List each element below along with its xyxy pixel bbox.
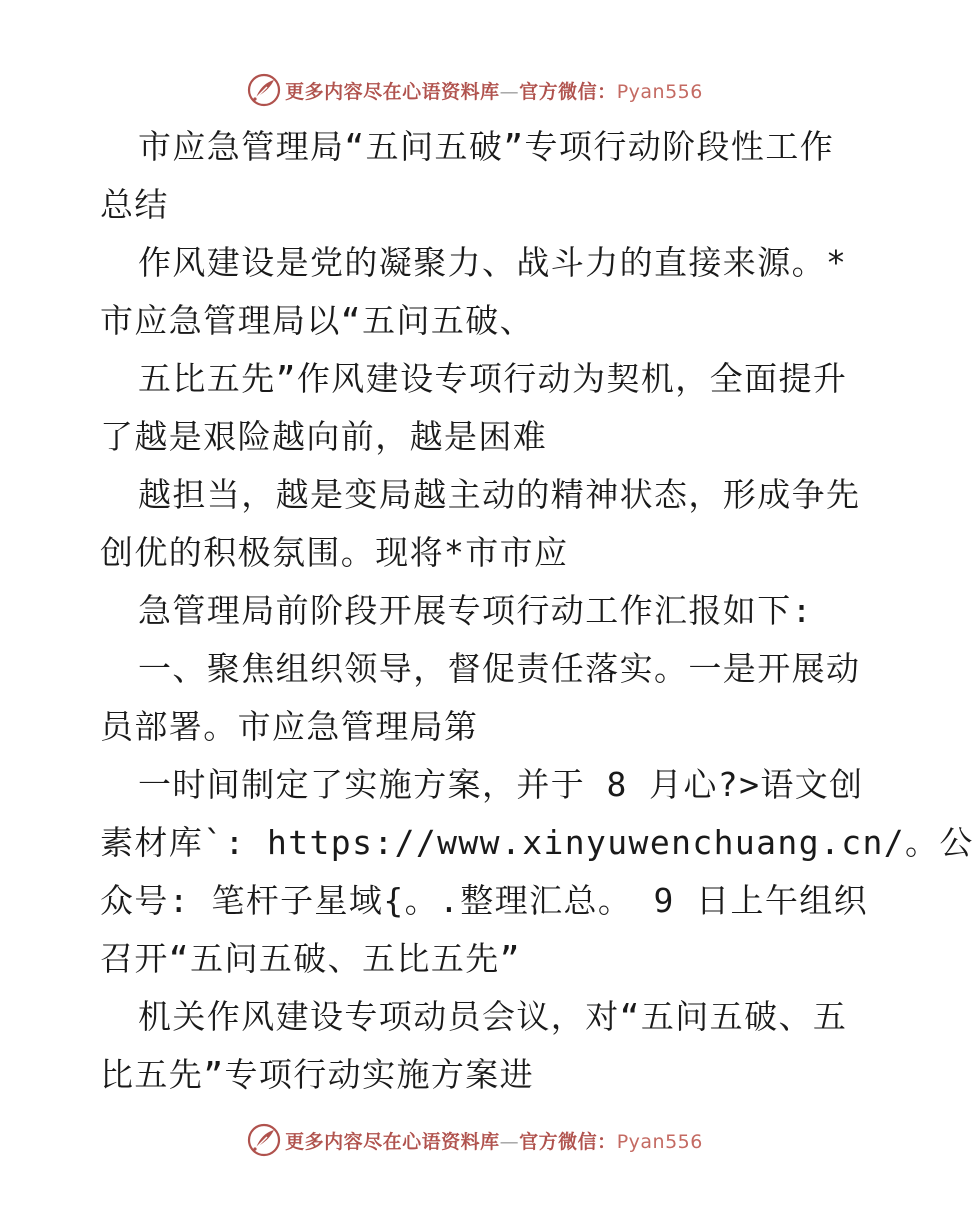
paragraph-line: 素材库`: https://www.xinyuwenchuang.cn/。公 [100, 823, 974, 862]
footer-site-text: 更多内容尽在心语资料库 [285, 1130, 500, 1153]
title-line-2: 总结 [100, 185, 169, 224]
document-body [100, 118, 974, 1104]
header-site-text: 更多内容尽在心语资料库 [285, 80, 500, 103]
header-dash: — [499, 80, 520, 103]
paragraph-line: 五比五先”作风建设专项行动为契机，全面提升 [138, 359, 848, 398]
paragraph-line: 众号: 笔杆子星域{。.整理汇总。 9 日上午组织 [100, 881, 869, 920]
header-banner [0, 70, 950, 110]
footer-wechat-label: 官方微信： [519, 1130, 617, 1153]
feather-quill-logo-icon [247, 1123, 281, 1157]
paragraph-line: 召开“五问五破、五比五先” [100, 939, 521, 978]
paragraph-line: 作风建设是党的凝聚力、战斗力的直接来源。* [138, 243, 848, 282]
header-banner-text [285, 77, 703, 104]
paragraph-line: 越担当，越是变局越主动的精神状态，形成争先 [138, 475, 861, 514]
paragraph-line: 急管理局前阶段开展专项行动工作汇报如下: [138, 591, 813, 630]
paragraph-line: 市应急管理局以“五问五破、 [100, 301, 535, 340]
header-wechat-label: 官方微信： [519, 80, 617, 103]
footer-dash: — [499, 1130, 520, 1153]
paragraph-line: 员部署。市应急管理局第 [100, 707, 479, 746]
header-wechat-id: Pyan556 [616, 80, 703, 103]
paragraph-line: 机关作风建设专项动员会议，对“五问五破、五 [138, 997, 848, 1036]
paragraph-line: 创优的积极氛围。现将*市市应 [100, 533, 569, 572]
paragraph-line: 了越是艰险越向前，越是困难 [100, 417, 548, 456]
footer-banner-text [285, 1127, 703, 1154]
paragraph-line: 一时间制定了实施方案，并于 8 月心?>语文创 [138, 765, 864, 804]
section-heading-line: 一、聚焦组织领导，督促责任落实。一是开展动 [138, 649, 861, 688]
title-line-1: 市应急管理局“五问五破”专项行动阶段性工作 [138, 127, 835, 166]
footer-wechat-id: Pyan556 [616, 1130, 703, 1153]
feather-quill-logo-icon [247, 73, 281, 107]
paragraph-line: 比五先”专项行动实施方案进 [100, 1055, 535, 1094]
footer-banner [0, 1120, 950, 1160]
